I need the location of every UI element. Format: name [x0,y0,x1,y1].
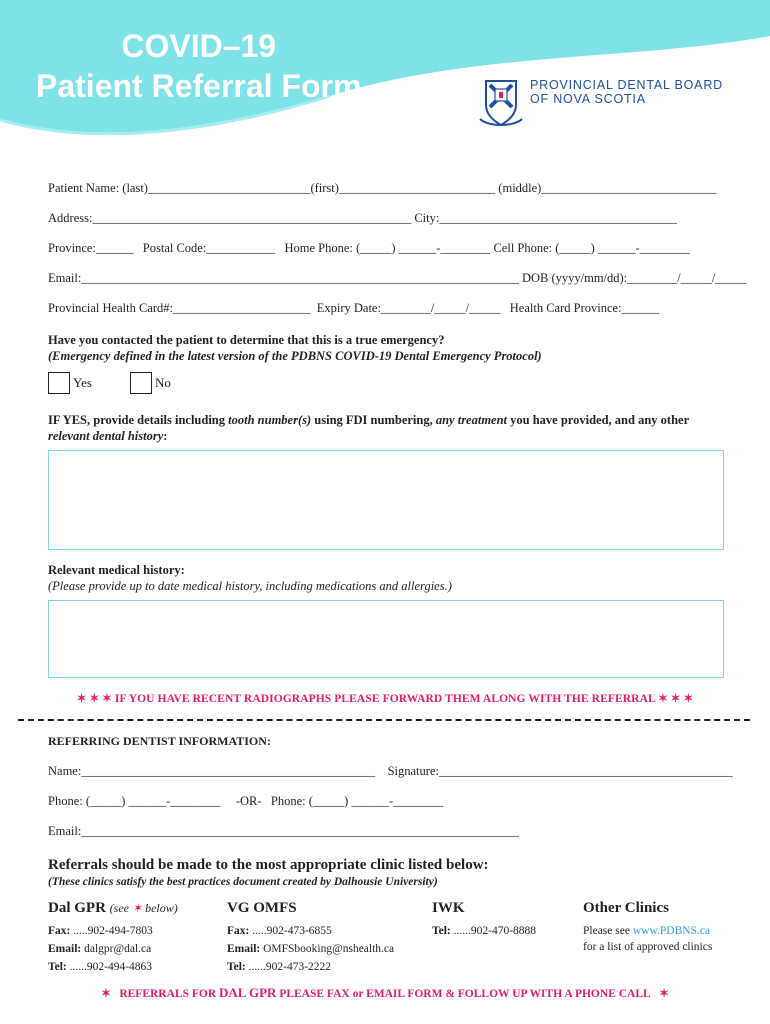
dentist-phone-field[interactable]: Phone: (_____) ______-________ -OR- Phone: (_____) ______-________ [48,794,444,808]
medical-history-title: Relevant medical history: [48,563,185,577]
org-line2: OF NOVA SCOTIA [530,92,646,106]
dal-gpr-see: (see ✶ below) [109,901,178,915]
other-clinics-note: for a list of approved clinics [583,941,713,953]
iwk-tel[interactable]: Tel: ......902-470-8888 [432,925,537,937]
details-treatment: any treatment [435,413,508,427]
details-mid: using FDI numbering, [311,413,436,427]
dental-details-prompt [48,413,689,428]
vg-omfs-title: VG OMFS [227,900,297,916]
medical-history-textarea[interactable] [48,600,724,678]
star-icon-left: ✶ [101,988,111,1000]
patient-address-field[interactable]: Address:___________________________________________________ City:______________________________________ [48,211,677,225]
iwk-title: IWK [432,900,465,916]
vg-omfs-email[interactable]: Email: OMFSbooking@nshealth.ca [227,943,395,955]
vg-omfs-fax[interactable]: Fax: .....902-473-6855 [227,925,332,937]
organization-name [530,78,723,106]
dental-history-textarea[interactable] [48,450,724,550]
details-line2: relevant dental history [48,429,164,443]
no-label: No [155,375,171,390]
other-clinics-see: Please see www.PDBNS.ca [583,925,711,937]
radiograph-notice: ✶ ✶ ✶ IF YOU HAVE RECENT RADIOGRAPHS PLEASE FORWARD THEM ALONG WITH THE REFERRAL ✶ ✶ ✶ [76,693,694,705]
yes-checkbox[interactable] [48,372,70,394]
dentist-name-signature-field[interactable]: Name:_______________________________________________ Signature:_______________________________________________ [48,764,733,778]
dal-gpr-tel[interactable]: Tel: ......902-494-4863 [48,961,153,973]
no-checkbox[interactable] [130,372,152,394]
form-title-line2: Patient Referral Form [36,68,362,104]
form-title [36,26,361,106]
org-line1: PROVINCIAL DENTAL BOARD [530,78,723,92]
details-prefix: IF YES, provide details including [48,413,229,427]
dentist-email-field[interactable]: Email:______________________________________________________________________ [48,824,519,838]
dal-gpr-title [48,900,178,917]
footer-notice: ✶ REFERRALS FOR DAL GPR PLEASE FAX or EMAIL FORM & FOLLOW UP WITH A PHONE CALL ✶ [101,985,669,1000]
pdbns-crest-logo [478,75,524,129]
details-suffix: you have provided, and any other [507,413,690,427]
details-colon: : [163,429,168,443]
emergency-note: (Emergency defined in the latest version of the PDBNS COVID-19 Dental Emergency Protocol) [48,349,542,363]
form-title-line1: COVID–19 [121,28,277,64]
dental-details-prompt-line2 [48,429,167,444]
star-icon-right: ✶ [659,988,669,1000]
dentist-section-title: REFERRING DENTIST INFORMATION: [48,734,271,748]
pdbns-link[interactable]: www.PDBNS.ca [632,925,711,937]
cut-line-divider [18,719,750,721]
patient-health-card-field[interactable]: Provincial Health Card#:______________________ Expiry Date:________/_____/_____ Health Card Province:______ [48,301,660,315]
dal-gpr-email[interactable]: Email: dalgpr@dal.ca [48,943,152,955]
patient-name-field[interactable]: Patient Name: (last)__________________________(first)_________________________ (middle)____________________________ [48,181,717,195]
other-clinics-title: Other Clinics [583,900,669,916]
footer-dal-gpr: DAL GPR [219,985,277,1000]
dal-gpr-name: Dal GPR [48,900,106,916]
yes-label: Yes [73,375,92,390]
patient-province-phone-field[interactable]: Province:______ Postal Code:___________ Home Phone: (_____) ______-________ Cell Phone: (_____) ______-________ [48,241,690,255]
star-icon: ✶ [132,901,143,915]
medical-history-note: (Please provide up to date medical history, including medications and allergies.) [48,579,452,593]
vg-omfs-tel[interactable]: Tel: ......902-473-2222 [227,961,332,973]
clinics-subheading: (These clinics satisfy the best practices document created by Dalhousie University) [48,876,438,888]
emergency-question: Have you contacted the patient to determine that this is a true emergency? [48,333,445,347]
details-tooth: tooth number(s) [228,413,312,427]
dal-gpr-fax[interactable]: Fax: .....902-494-7803 [48,925,153,937]
patient-email-dob-field[interactable]: Email:______________________________________________________________________ DOB (yyyy/mm/dd):________/_____/_____ [48,271,747,285]
clinics-heading: Referrals should be made to the most appropriate clinic listed below: [48,857,489,873]
